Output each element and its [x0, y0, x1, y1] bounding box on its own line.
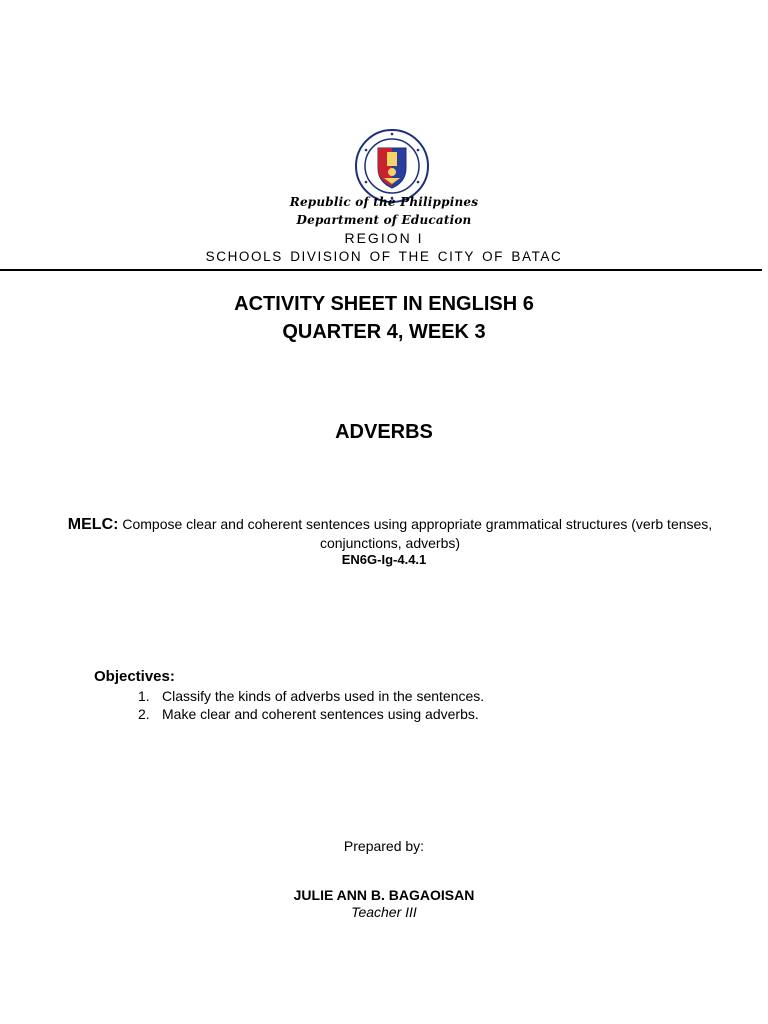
activity-sheet-title: ACTIVITY SHEET IN ENGLISH 6 [234, 293, 534, 315]
division-label: SCHOOLS DIVISION OF THE CITY OF BATAC [205, 249, 563, 264]
list-item-text: Make clear and coherent sentences using adverbs. [162, 706, 479, 722]
objectives-list [138, 687, 484, 723]
republic-heading: Republic of the Philippines [289, 195, 479, 209]
lesson-topic: ADVERBS [335, 421, 433, 443]
department-heading: Department of Education [296, 213, 472, 227]
melc-block [60, 515, 720, 552]
region-label: REGION I [344, 230, 424, 246]
melc-label: MELC: [67, 516, 119, 533]
list-item-number: 1. [138, 688, 150, 704]
list-item [138, 687, 484, 705]
author-name: JULIE ANN B. BAGAOISAN [293, 887, 475, 903]
list-item-number: 2. [138, 706, 150, 722]
author-role: Teacher III [351, 904, 417, 920]
objectives-heading: Objectives: [94, 668, 175, 685]
melc-text: Compose clear and coherent sentences using appropriate grammatical structures (verb tenses, conjunctions, adverbs) [122, 516, 713, 551]
melc-code: EN6G-Ig-4.4.1 [341, 552, 427, 567]
list-item-text: Classify the kinds of adverbs used in the sentences. [162, 688, 485, 704]
deped-seal-icon [354, 128, 430, 204]
list-item [138, 705, 484, 723]
prepared-by-label: Prepared by: [343, 838, 425, 854]
quarter-week-title: QUARTER 4, WEEK 3 [282, 321, 486, 343]
header-divider [0, 269, 762, 271]
